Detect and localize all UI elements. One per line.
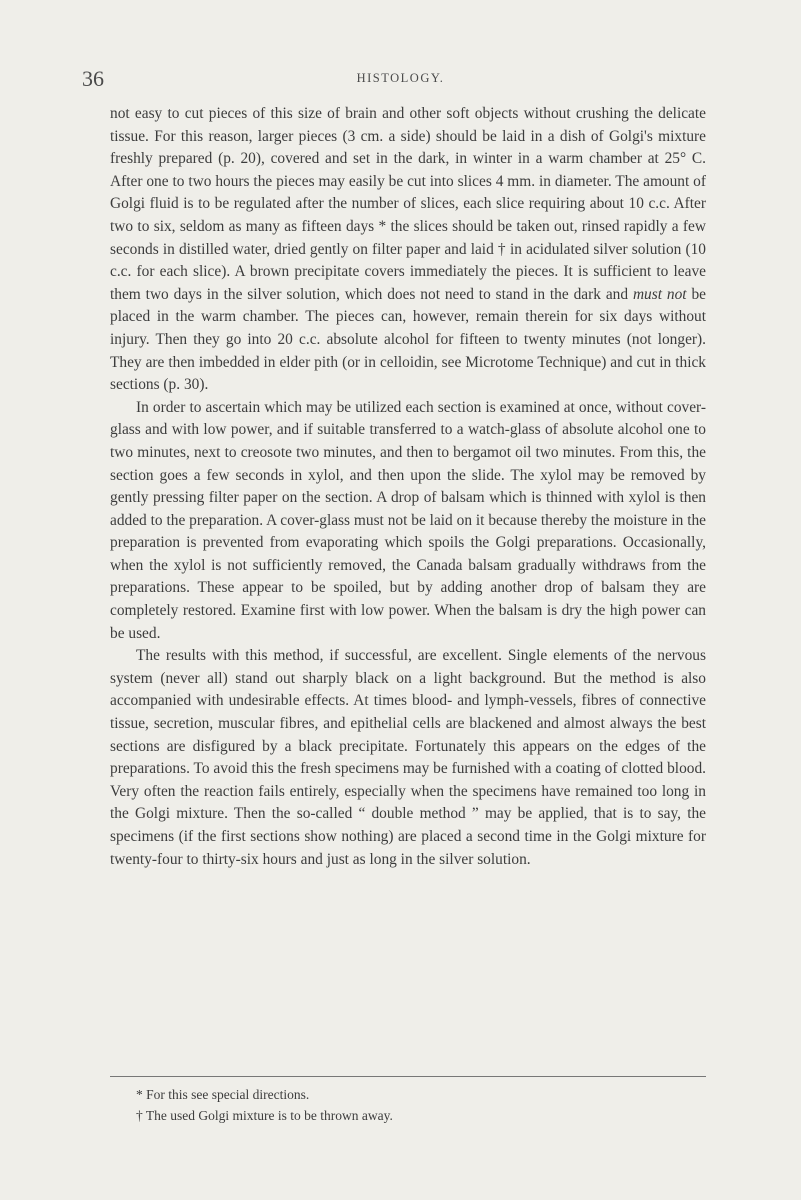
emphasis-text: must not <box>632 285 687 303</box>
footnotes <box>136 1084 696 1126</box>
footnote-rule <box>110 1076 706 1077</box>
paragraph-2 <box>110 397 706 646</box>
footnote-2: † The used Golgi mixture is to be thrown away. <box>136 1108 393 1123</box>
paragraph-3 <box>110 645 706 871</box>
paragraph-1 <box>110 103 706 397</box>
footnote-1: * For this see special directions. <box>136 1087 310 1102</box>
running-head: HISTOLOGY. <box>356 71 445 85</box>
paragraph-text: not easy to cut pieces of this size of brain and other soft objects without crushing the delicate tissue. For this reason, larger pieces (3 cm. a side) should be laid in a dish of Golgi's mixture freshly prepared (p. 20), covered and set in the dark, in winter in a warm chamber at 25° C. After one to two hours the pieces may easily be cut into slices 4 mm. in diameter. The amount of Golgi fluid is to be regulated after the number of slices, each slice requiring about 10 c.c. After two to six, seldom as many as fifteen days * the slices should be taken out, rinsed rapidly a few seconds in distilled water, dried gently on filter paper and laid † in acidulated silver solution (10 c.c. for each slice). A brown precipitate covers immediately the pieces. It is sufficient to leave them two days in the silver solution, which does not need to stand in the dark and <box>110 105 706 303</box>
paragraph-text: In order to ascertain which may be utilized each section is examined at once, without cover-glass and with low power, and if suitable transferred to a watch-glass of absolute alcohol one to two minutes, next to creosote two minutes, and then to bergamot oil two minutes. From this, the section goes a few seconds in xylol, and then upon the slide. The xylol may be removed by gently pressing filter paper on the section. A drop of balsam which is thinned with xylol is then added to the preparation. A cover-glass must not be laid on it because thereby the moisture in the preparation is prevented from evaporating which spoils the Golgi preparations. Occasionally, when the xylol is not sufficiently removed, the Canada balsam gradually withdraws from the preparations. These appear to be spoiled, but by adding another drop of balsam they are completely restored. Examine first with low power. When the balsam is dry the high power can be used. <box>110 398 706 642</box>
body-text <box>110 103 706 871</box>
page-number: 36 <box>82 66 104 91</box>
paragraph-text: be placed in the warm chamber. The pieces can, however, remain therein for six days without injury. Then they go into 20 c.c. absolute alcohol for fifteen to twenty minutes (not longer). They are then imbedded in elder pith (or in celloidin, see Microtome Technique) and cut in thick sections (p. 30). <box>110 285 706 394</box>
paragraph-text: The results with this method, if successful, are excellent. Single elements of the nervous system (never all) stand out sharply black on a light background. But the method is also accompanied with undesirable effects. At times blood- and lymph-vessels, fibres of connective tissue, secretion, muscular fibres, and epithelial cells are blackened and almost always the best sections are disfigured by a black precipitate. Fortunately this appears on the edges of the preparations. To avoid this the fresh specimens may be furnished with a coating of clotted blood. Very often the reaction fails entirely, especially when the specimens have remained too long in the Golgi mixture. Then the so-called “ double method ” may be applied, that is to say, the specimens (if the first sections show nothing) are placed a second time in the Golgi mixture for twenty-four to thirty-six hours and just as long in the silver solution. <box>110 647 706 868</box>
